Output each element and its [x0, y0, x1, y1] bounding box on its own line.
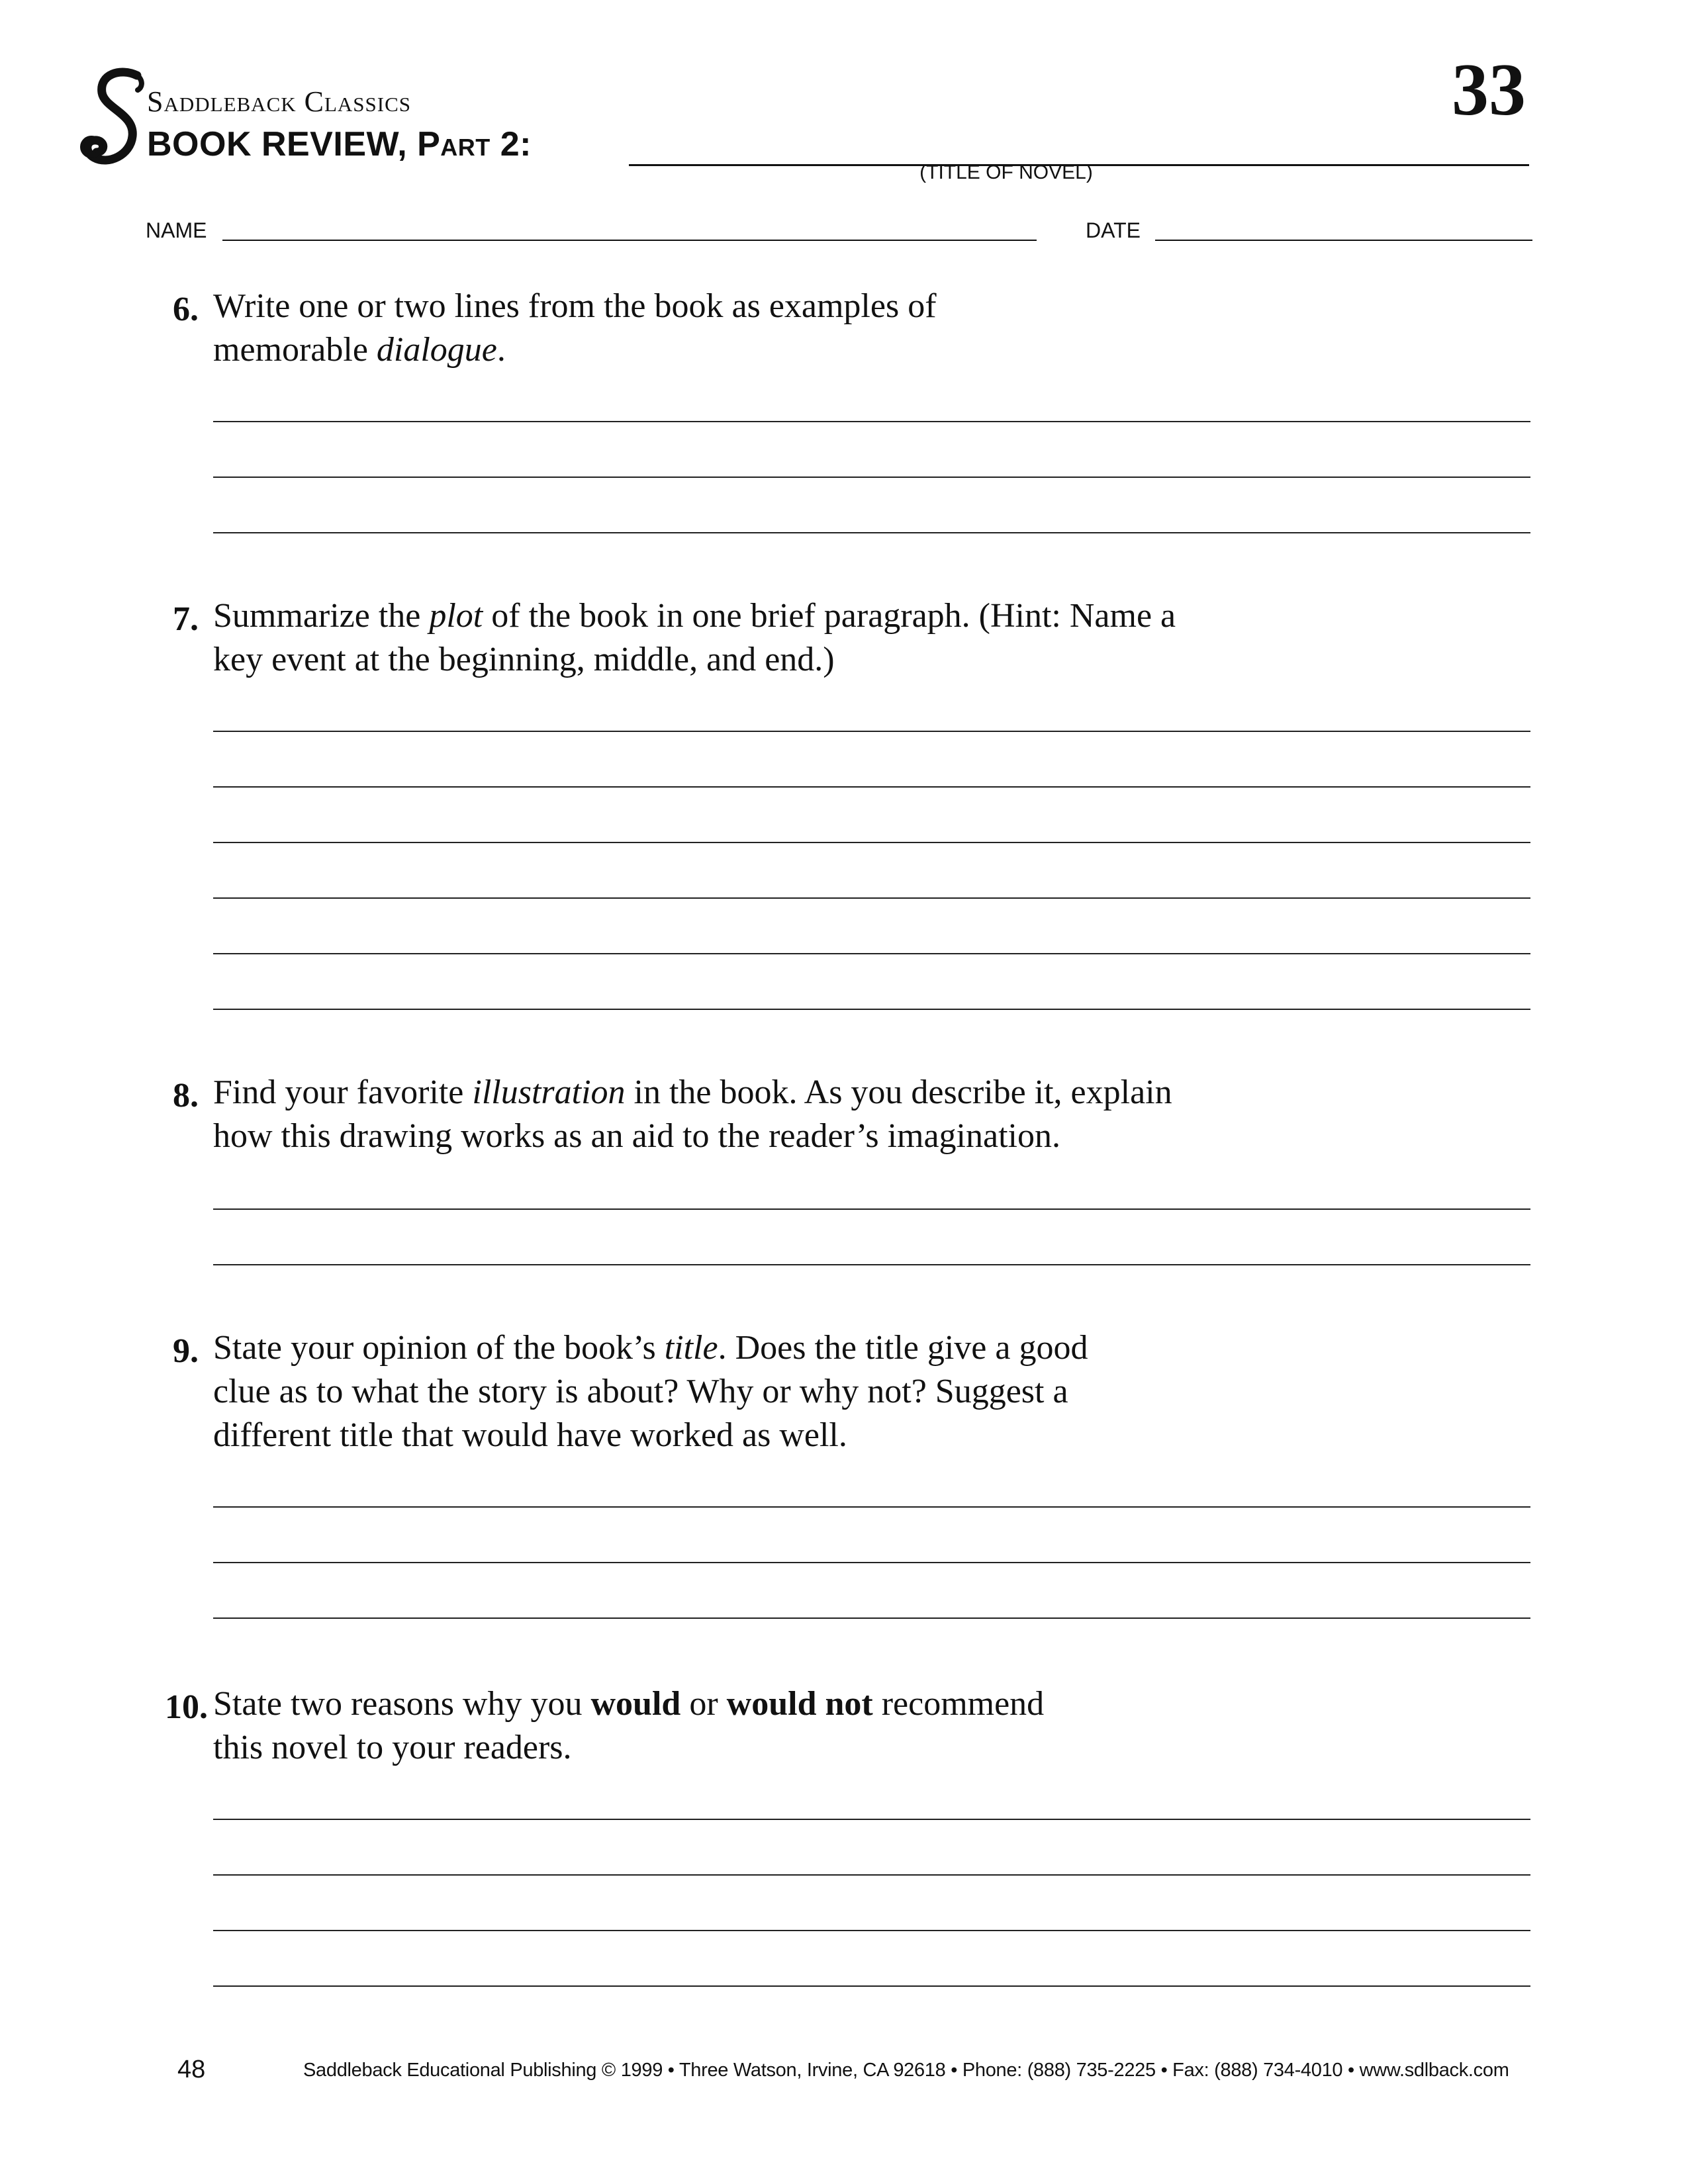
sheet-title-part: Part 2: — [417, 125, 532, 163]
answer-line[interactable] — [213, 1506, 1530, 1508]
date-label: DATE — [1086, 218, 1141, 242]
page-code: 33 — [1452, 49, 1526, 131]
q7-term: plot — [429, 597, 483, 635]
q7-line1-start: Summarize the — [213, 597, 430, 635]
q6-line1: Write one or two lines from the book as examples of — [213, 287, 937, 325]
answer-line[interactable] — [213, 1819, 1530, 1820]
q7-line1-end: of the book in one brief paragraph. (Hint: Name a — [483, 597, 1176, 635]
q8-line1-start: Find your favorite — [213, 1073, 473, 1111]
q9-line3: different title that would have worked as well. — [213, 1416, 847, 1454]
q8-line1-end: in the book. As you describe it, explain — [625, 1073, 1172, 1111]
q10-would-not: would not — [726, 1685, 873, 1723]
answer-line[interactable] — [213, 421, 1530, 422]
q9-line2: clue as to what the story is about? Why or why not? Suggest a — [213, 1373, 1068, 1410]
q10-line2: this novel to your readers. — [213, 1729, 572, 1766]
question-number: 8. — [173, 1077, 199, 1115]
novel-title-caption: (TITLE OF NOVEL) — [919, 161, 1093, 183]
answer-line[interactable] — [213, 1985, 1530, 1987]
q6-term: dialogue — [376, 331, 497, 369]
answer-line[interactable] — [213, 1208, 1530, 1210]
sheet-title — [147, 124, 532, 164]
q7-line2: key event at the beginning, middle, and end.) — [213, 641, 835, 678]
name-field[interactable] — [222, 240, 1037, 241]
answer-line[interactable] — [213, 842, 1530, 843]
answer-line[interactable] — [213, 786, 1530, 788]
brand-name: Saddleback Classics — [147, 85, 412, 118]
answer-line[interactable] — [213, 731, 1530, 732]
question-10-text — [213, 1682, 1405, 1770]
q6-line2-end: . — [496, 331, 506, 369]
date-field[interactable] — [1155, 240, 1532, 241]
answer-line[interactable] — [213, 1009, 1530, 1010]
answer-line[interactable] — [213, 1264, 1530, 1265]
answer-line[interactable] — [213, 477, 1530, 478]
name-label: NAME — [146, 218, 207, 242]
publisher-footer: Saddleback Educational Publishing © 1999 • Three Watson, Irvine, CA 92618 • Phone: (888) 735-2225 • Fax: (888) 734-4010 • www.sdlback.com — [303, 2060, 1509, 2081]
answer-line[interactable] — [213, 532, 1530, 533]
answer-line[interactable] — [213, 897, 1530, 899]
page-number: 48 — [177, 2056, 206, 2083]
question-9-text — [213, 1326, 1405, 1457]
question-6-text — [213, 285, 1405, 372]
q10-would: would — [590, 1685, 681, 1723]
q6-line2: memorable — [213, 331, 377, 369]
sheet-title-main: BOOK REVIEW, — [147, 125, 408, 163]
question-8-text — [213, 1071, 1405, 1158]
q10-or: or — [680, 1685, 727, 1723]
question-number: 9. — [173, 1332, 199, 1370]
question-7-text — [213, 594, 1405, 682]
question-number: 10. — [165, 1688, 208, 1726]
answer-line[interactable] — [213, 1874, 1530, 1876]
answer-line[interactable] — [213, 1617, 1530, 1619]
question-number: 7. — [173, 600, 199, 638]
answer-line[interactable] — [213, 1562, 1530, 1563]
q8-line2: how this drawing works as an aid to the reader’s imagination. — [213, 1117, 1060, 1155]
question-number: 6. — [173, 291, 199, 328]
q8-term: illustration — [472, 1073, 626, 1111]
answer-line[interactable] — [213, 1930, 1530, 1931]
q9-line1-start: State your opinion of the book’s — [213, 1329, 665, 1367]
q10-line1-start: State two reasons why you — [213, 1685, 591, 1723]
q9-line1-end: . Does the title give a good — [718, 1329, 1088, 1367]
answer-line[interactable] — [213, 953, 1530, 954]
q9-term: title — [664, 1329, 718, 1367]
q10-line1-end: recommend — [872, 1685, 1045, 1723]
